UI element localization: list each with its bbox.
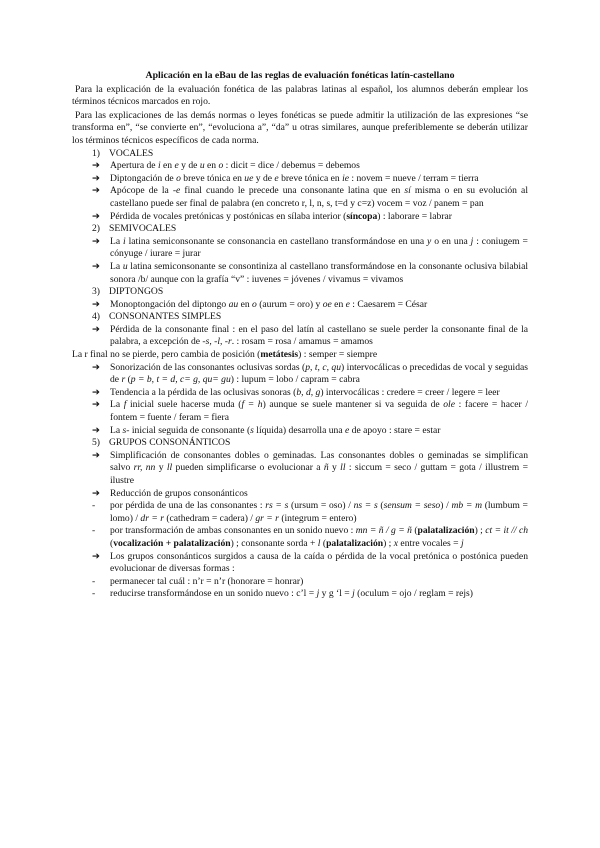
section-title: CONSONANTES SIMPLES [109,311,222,323]
rule-simplificacion-geminadas: ➔ Simplificación de consonantes dobles o geminadas. Las consonantes dobles o geminadas se simplifican salvo rr, nn y ll pueden simplificarse o evolucionar a ñ y ll : siccum = seco / guttam = gota / illustrem = ilustre [92,449,529,486]
arrow-icon: ➔ [92,323,100,335]
arrow-icon: ➔ [92,424,100,436]
rule-monoptongacion: ➔ Monoptongación del diptongo au en o (aurum = oro) y oe en e : Caesarem = César [92,298,428,310]
arrow-icon: ➔ [92,210,100,222]
arrow-icon: ➔ [92,260,100,272]
dash-bullet: - [92,575,96,587]
rule-u-semiconsonante: ➔ La u latina semiconsonante se consontiniza al castellano transformándose en la consonante oclusiva bilabial sonora /b/ aunque con la grafía “v” : iuvenes = jóvenes / vivamus = vivamos [92,260,528,285]
arrow-icon: ➔ [92,449,100,461]
arrow-icon: ➔ [92,172,100,184]
subrule-reducirse: - reducirse transformándose en un sonido nuevo : c’l = j y g ‘l = j (oculum = ojo / reglam = rejs) [92,588,473,600]
section-number: 5) [92,437,100,449]
section-title: GRUPOS CONSONÁNTICOS [109,437,231,449]
arrow-icon: ➔ [92,235,100,247]
section-title: SEMIVOCALES [109,223,177,235]
rule-s-liquida: ➔ La s- inicial seguida de consonante (s líquida) desarrolla una e de apoyo : stare = estar [92,424,441,436]
dash-bullet: - [92,588,96,600]
rule-sincopa: ➔ Pérdida de vocales pretónicas y postónicas en sílaba interior (síncopa) : laborare = labrar [92,210,452,222]
rule-perdida-consonante-final: ➔ Pérdida de la consonante final : en el paso del latín al castellano se suele perder la consonante final de la palabra, a excepción de -s, -l, -r. : rosam = rosa / amamus = amamos [92,323,528,348]
document-title: Aplicación en la eBau de las reglas de evaluación fonéticas latín-castellano [145,70,455,81]
rule-reduccion-grupos: ➔ Reducción de grupos consonánticos [92,487,248,499]
dash-bullet: - [92,500,96,512]
arrow-icon: ➔ [92,399,100,411]
rule-f-inicial: ➔ La f inicial suele hacerse muda (f = h) aunque se suele mantener si va seguida de ole : facere = hacer / fontem = fuente / feram = fiera [92,399,528,424]
rule-grupos-surgidos: ➔ Los grupos consonánticos surgidos a causa de la caída o pérdida de la vocal pretónica o postónica pueden evolucionar de diversas formas : [92,550,528,575]
subrule-permanecer: - permanecer tal cuál : n’r = n’r (honorare = honrar) [92,575,304,587]
section-heading-grupos-consonanticos [72,437,528,450]
section-title: VOCALES [109,147,154,159]
dash-bullet: - [92,525,96,537]
rule-i-semiconsonante: ➔ La i latina semiconsonante se consonancia en castellano transformándose en una y o en una j : coniugem = cónyuge / iurare = jurar [92,235,528,260]
arrow-icon: ➔ [92,160,100,172]
section-heading-consonantes-simples [72,311,528,324]
section-heading-semivocales [72,223,528,236]
section-heading-diptongos [72,286,528,299]
section-title: DIPTONGOS [109,286,164,298]
section-number: 2) [92,223,100,235]
rule-diptongacion: ➔ Diptongación de o breve tónica en ue y de e breve tónica en ie : novem = nueve / terram = tierra [92,172,479,184]
section-number: 1) [92,147,100,159]
arrow-icon: ➔ [92,487,100,499]
section-number: 3) [92,286,100,298]
intro-paragraph-2: Para las explicaciones de las demás normas o leyes fonéticas se puede admitir la utilización de las expresiones “se transforma en”, “se convierte en”, “evoluciona a”, “da” u otras similares, aunque preferiblemente se deberán utilizar los términos técnicos específicos de cada norma. [72,109,528,146]
arrow-icon: ➔ [92,550,100,562]
section-number: 4) [92,311,100,323]
rule-perdida-oclusivas-sonoras: ➔ Tendencia a la pérdida de las oclusivas sonoras (b, d, g) intervocálicas : credere = creer / legere = leer [92,386,500,398]
arrow-icon: ➔ [92,298,100,310]
note-metatesis: La r final no se pierde, pero cambia de posición (metátesis) : semper = siempre [72,349,378,361]
document-content [72,70,528,601]
section-heading-vocales [72,148,528,161]
subrule-transformacion: - por transformación de ambas consonantes en un sonido nuevo : mn = ñ / g = ñ (palatalización) ; ct = it // ch (vocalización + palatalización) ; consonante sorda + l (palatalización) ; x entre vocales = j [92,525,529,549]
rule-apertura: ➔ Apertura de i en e y de u en o : dicit = dice / debemus = debemos [92,160,360,172]
subrule-perdida-consonante: - por pérdida de una de las consonantes : rs = s (ursum = oso) / ns = s (sensum = seso) / mb = m (lumbum = lomo) / dr = r (cathedram = cadera) / gr = r (integrum = entero) [92,500,528,524]
arrow-icon: ➔ [92,185,100,197]
rule-sonorizacion: ➔ Sonorización de las consonantes oclusivas sordas (p, t, c, qu) intervocálicas o precedidas de vocal y seguidas de r (p = b, t = d, c= g, qu= gu) : lupum = lobo / capram = cabra [92,361,528,386]
arrow-icon: ➔ [92,361,100,373]
arrow-icon: ➔ [92,386,100,398]
rule-apocope: ➔ Apócope de la -e final cuando le precede una consonante latina que en sí misma o en su evolución al castellano puede ser final de palabra (en concreto r, l, n, s, t=d y c=z) vocem = voz / panem = pan [92,185,528,209]
intro-paragraph-1: Para la explicación de la evaluación fonética de las palabras latinas al español, los alumnos deberán emplear los términos técnicos marcados en rojo. [72,83,528,108]
